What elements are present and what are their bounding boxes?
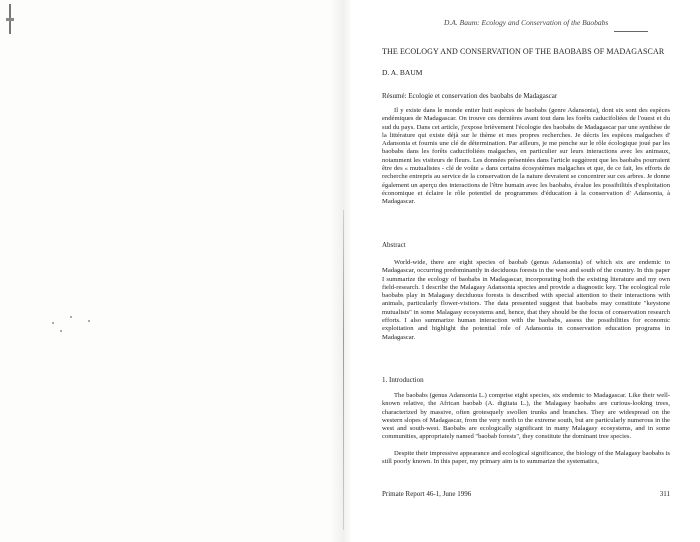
article-author: D. A. BAUM bbox=[382, 68, 423, 77]
abstract-paragraph: World-wide, there are eight species of baobab (genus Adansonia) of which six are endemic to Madagascar, occurring predominantly in deciduous forests in the west and south of the country. In this paper I summarize the ecology of baobabs in Madagascar, incorporating both the existing literature and my own field-research. I describe the Malagasy Adansonia species and provide a diagnostic key. The ecological role baobabs play in Malagasy deciduous forests is described with special attention to their interactions with animals, particularly flower-visitors. The data presented suggest that baobabs may constitute "keystone mutualists" in some Malagasy ecosystems and, hence, that they should be the focus of conservation research efforts. I also summarize human interaction with the baobabs, assess the possibilities for economic exploitation and highlight the potential role of Adansonia in conservation education programs in Madagascar. bbox=[382, 259, 670, 341]
abstract-heading: Abstract bbox=[382, 241, 406, 249]
resume-heading: Résumé: Ecologie et conservation des baobabs de Madagascar bbox=[382, 92, 558, 100]
scan-speck bbox=[70, 316, 72, 318]
binding-shadow bbox=[330, 0, 352, 542]
scan-speck bbox=[60, 330, 62, 332]
article-title: THE ECOLOGY AND CONSERVATION OF THE BAOBABS OF MADAGASCAR bbox=[382, 47, 665, 56]
article-page bbox=[352, 0, 700, 542]
scan-speck bbox=[88, 320, 90, 322]
staple-mark-crossbar bbox=[6, 18, 14, 21]
running-head-rule bbox=[614, 31, 648, 32]
introduction-paragraph-1: The baobabs (genus Adansonia L.) comprise eight species, six endemic to Madagascar. Like their well-known relative, the African baobab (A. digitata L.), the Malagasy baobabs are curious-looking trees, characterized by massive, often grotesquely swollen trunks and branches. They are widespread on the western slopes of Madagascar, from the very north to the extreme south, but are particularly numerous in the west and south-west. Baobabs are ecologically significant in many Malagasy ecosystems, and in some communities, appropriately named "baobab forests", they constitute the dominant tree species. bbox=[382, 392, 670, 441]
introduction-heading: 1. Introduction bbox=[382, 376, 424, 384]
scan-speck bbox=[52, 322, 54, 324]
running-head: D.A. Baum: Ecology and Conservation of the Baobabs bbox=[444, 18, 609, 27]
introduction-paragraph-2: Despite their impressive appearance and ecological significance, the biology of the Malagasy baobabs is still poorly known. In this paper, my primary aim is to summarize the systematics, bbox=[382, 450, 670, 466]
journal-footer: Primate Report 46-1, June 1996 bbox=[382, 490, 472, 498]
binding-edge bbox=[343, 210, 344, 530]
page-number: 311 bbox=[659, 490, 670, 498]
resume-paragraph: Il y existe dans le monde entier huit espèces de baobabs (genre Adansonia), dont six sont des espèces endémiques de Madagascar. On trouve ces dernières avant tout dans les forêts caducifoliées de l'ouest et du sud du pays. Dans cet article, j'expose brièvement l'écologie des baobabs de Madagascar par une synthèse de la littérature qui existe déjà sur le thème et mes propres recherches. Je décris les espèces malgaches d' Adansonia et fournis une clé de détermination. Par ailleurs, je me penche sur le rôle écologique joué par les baobabs dans les forêts caducifoliées malgaches, en particulier sur leurs interactions avec les animaux, notamment les visiteurs de fleurs. Les données présentées dans l'article suggèrent que les baobabs pourraient être des « mutualistes - clé de voûte » dans certains écosystèmes malgaches et que, de ce fait, les efforts de recherche entrepris au service de la conservation de la nature devraient se concentrer sur ces arbres. Je donne également un aperçu des interactions de l'être humain avec les baobabs, évalue les possibilités d'exploitation économique et éclaire le rôle potentiel de programmes d'éducation à la conservation d' Adansonia, à Madagascar. bbox=[382, 107, 670, 206]
